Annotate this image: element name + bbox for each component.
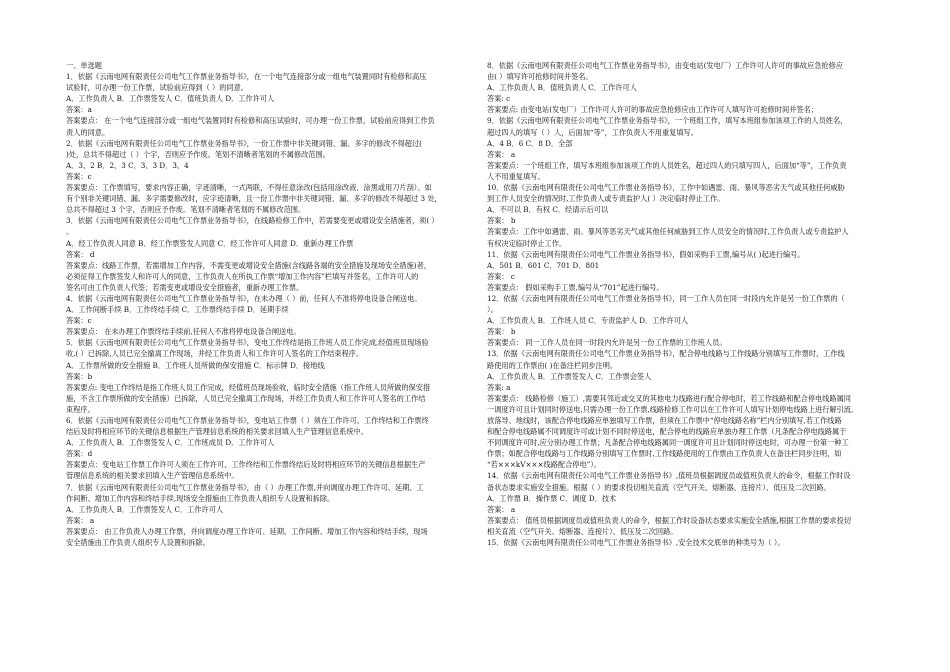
text-line: 答案：c — [66, 171, 92, 181]
text-line: 答案要点： 值班员根据调度员或值班负责人的命令，根据工作时设备状态要求实施安全措施,根据工作票的要求投切 — [487, 515, 851, 525]
text-line: 结后及时将相应环节的关键信息根据生产管理信息系统的相关要求回填入生产管理信息系统中。 — [66, 427, 368, 437]
text-line: 14．依据《云南电网有限责任公司电气工作票业务指导书》,值班员根据调度员或值班负责人的命令，根据工作时设 — [487, 471, 851, 481]
right-column — [487, 60, 892, 548]
text-line: A．工作负责人 B．工作票签发人 C．工作票会签人 — [487, 371, 652, 381]
text-line: 答案要点: 变电工作终结是指工作班人员工作完成，经值班员现场验收，临时安全措施（指工作班人员所做的保安措 — [66, 382, 431, 392]
text-line: 施，不含工作票所做的安全措施）已拆除，人员已完全撤离工作现场，并经工作负责人和工作许可人签名的工作结 — [66, 393, 426, 403]
text-line: 安全措施由工作负责人组织专人设置和拆除。 — [66, 538, 210, 548]
text-line: A．经工作负责人同意 B．经工作票签发人同意 C．经工作许可人同意 D．重新办理工作票 — [66, 238, 354, 248]
text-line: 路使用的工作票由( )在备注栏同步注明。 — [487, 360, 618, 370]
text-line: 答案： a — [66, 515, 95, 525]
text-line: 不同调度许可时,应分别办理工作票；凡条配合停电线路属同一调度许可且计划同时停送电时，可办理一份第一种工 — [487, 438, 849, 448]
text-line: 备状态要求实施安全措施。根据（ ）的要求投切相关直流（空气开关、熔断器、连接片）、低压及二次回路。 — [487, 482, 831, 492]
text-line: 人不用重复填写。 — [487, 171, 545, 181]
text-line: 答案要点：变电站工作票工作许可人须在工作许可、工作终结和工作票终结后及时将相应环节的关键信息根据生产 — [66, 460, 426, 470]
text-line: 作间断、增加工作内容和终结手续,现场安全措施由工作负责人组织专人设置和拆除。 — [66, 493, 335, 503]
text-line: A．工作负责人 B．工作票签发人 C．工作班成员 D．工作许可人 — [66, 438, 275, 448]
text-line: 2．依据《云南电网有限责任公司电气工作票业务指导书》，一份工作票中非关键词错、漏、多字的修改不得超过( — [66, 138, 422, 148]
text-line: 由( ）填写许可抢修时间并签名。 — [487, 72, 593, 82]
text-line: A．501 B．601 C．701 D．801 — [487, 260, 600, 270]
text-line: 答案：a — [66, 105, 92, 115]
text-line: A．4 B．6 C．8 D．全部 — [487, 138, 573, 148]
text-line: 一调度许可且计划同时停送电,只需办理一份工作票,线路检修工作可以在工作许可人填写计划停电线路上进行解引流, — [487, 404, 854, 414]
text-line: 答案要点：工作中如遇雷、雨、暴风等恶劣天气或其他任何威胁到工作人员安全的情况时,工作负责人或专责监护人 — [487, 227, 849, 237]
text-line: A．不可以 B．有权 C．经请示后可以 — [487, 205, 609, 215]
text-line: 必须征得工作票签发人和许可人的同意，工作负责人在所执工作票“增加工作内容”栏填写并签名，工作许可人的 — [66, 271, 419, 281]
text-line: 答案： d — [66, 249, 95, 259]
text-line: 答案要点： 在未办理工作票终结手续前,任何人不准将停电设备合闸送电。 — [66, 327, 301, 337]
text-line: 收,( ）已拆除,人员已完全撤离工作现场，并经工作负责人和工作许可人签名的工作结束程序。 — [66, 349, 364, 359]
text-line: 答案： c — [487, 271, 515, 281]
text-line: ）。 — [487, 305, 498, 315]
text-line: 13．依据《云南电网有限责任公司电气工作票业务指导书》，配合停电线路与工作线路分别填写工作票时，工作线 — [487, 349, 845, 359]
text-line: 相关直流（空气开关、熔断器、连接片）、低压及二次回路。 — [487, 526, 678, 536]
text-line: 答案要点：一个班组工作，填写本班组参加该项工作的人员姓名，超过四人的只填写四人，后面加“等”，工作负责 — [487, 160, 847, 170]
text-line: 和配合停电线路属不同调度许可或计划不同时停送电，配合停电的线路应单独办理工作票（凡条配合停电线路属于 — [487, 427, 847, 437]
text-line: 有个别非关键词错、漏、多字需要修改时，应字迹清晰，且一份工作票中非关键词错、漏、多字的修改不得超过 3 处， — [66, 194, 442, 204]
text-line: 11．依据《云南电网有限责任公司电气工作票业务指导书》，假如采购手工票,编号从( )起进行编号。 — [487, 249, 805, 259]
text-line: 1．依据《云南电网有限责任公司电气工作票业务指导书》，在一个电气连接部分或一组电气装置同时有检修和高压 — [66, 72, 427, 82]
text-line: 12．依据《云南电网有限责任公司电气工作票业务指导书》，同一工作人员在同一时段内允许是另一份工作票的（ — [487, 293, 845, 303]
text-line: A．工作票 B．操作票 C．调度 D．技术 — [487, 493, 617, 503]
text-line: 。 — [66, 227, 74, 237]
text-line: 束程序。 — [66, 404, 95, 414]
text-line: 10．依据《云南电网有限责任公司电气工作票业务指导书》，工作中如遇雷、雨、暴风等恶劣天气或其他任何威胁 — [487, 183, 845, 193]
text-line: 8．依据《云南电网有限责任公司电气工作票业务指导书》，由变电站(发电厂）工作许可人许可的事故应急抢修应 — [487, 61, 843, 70]
text-line: 超过四人的填写（ ）人，后面加“等”，工作负责人不用重复填写。 — [487, 127, 698, 137]
text-line: 9．依据《云南电网有限责任公司电气工作票业务指导书》，一个班组工作，填写本班组参加该项工作的人员姓名， — [487, 116, 848, 126]
text-line: A．工作票所做的安全措施 B．工作班人员所做的保安措施 C．标示牌 D．接地线 — [66, 360, 325, 370]
text-line: 15．依据《云南电网有限责任公司电气工作票业务指导书》,安全技术交底单的种类号为（ ）。 — [487, 538, 785, 548]
text-line: 答案要点： 线路检修（施工）,需要其邻近或交叉的其他电力线路进行配合停电时，若工作线路和配合停电线路属同 — [487, 393, 851, 403]
text-line: A．工作负责人 B．工作票签发人 C．值班负责人 D．工作许可人 — [66, 94, 275, 104]
text-line: 答案: a — [487, 382, 511, 392]
text-line: 管理信息系统的相关要求回填入生产管理信息系统中。 — [66, 471, 239, 481]
text-line: 答案要点：工作票填写，要求内容正确，字迹清晰，一式两联，不得任意涂改(包括用涂改液、涂黑或用刀片刮）。如 — [66, 183, 432, 193]
text-line: 签名可由工作负责人代签；若需变更或增设安全措施者，重新办理工作票。 — [66, 282, 304, 292]
text-line: 到工作人员安全的情况时,工作负责人或专责监护人( ）决定临时停止工作。 — [487, 194, 725, 204]
text-line: 答案： a — [487, 504, 516, 514]
text-line: 答案：d — [66, 449, 93, 459]
text-line: A．工作负责人 B．工作票签发人 C．工作许可人 — [66, 504, 224, 514]
text-line: )处，总共不得超过（ ）个字，否则应予作废。笔划不清晰者笔划的不属修改范围。 — [66, 149, 330, 159]
text-line: 责人的同意。 — [66, 127, 110, 137]
text-line: A．3、2 B．2、3 C．3、3 D．3、4 — [66, 160, 189, 170]
text-line: A．工作负责人 B．值班负责人 C．工作许可人 — [487, 83, 637, 93]
text-line: 答案要点：线路工作票，若需增加工作内容，不需变更或增设安全措施(含线路各端的安全措施及现场安全措施)者， — [66, 260, 431, 270]
text-line: “若×××kV×××线路配合停电”）。 — [487, 460, 602, 470]
text-line: 7．依据《云南电网有限责任公司电气工作票业务指导书》，由（ ）办理工作票,并向调度办理工作许可、延期、工 — [66, 482, 424, 492]
text-line: 试验时，可办理一份工作票，试验前应得到（ ）的同意。 — [66, 83, 248, 93]
text-line: 作票；如配合停电线路与工作线路分别填写工作票时,工作线路使用的工作票由工作负责人在备注栏同步注明，如 — [487, 449, 842, 459]
text-line: 答案要点： 由工作负责人办理工作票，并向调度办理工作许可、延期、工作间断、增加工作内容和终结手续，现场 — [66, 526, 428, 536]
text-line: 6．依据《云南电网有限责任公司电气工作票业务指导书》，变电站工作票（ ）须在工作许可、工作终结和工作票终 — [66, 416, 429, 425]
text-line: 4．依据《云南电网有限责任公司电气工作票业务指导书》，在未办理（ ）前，任何人不准将停电设备合闸送电。 — [66, 293, 422, 303]
text-line: 3．依据《云南电网有限责任公司电气工作票业务指导书》，在线路检修工作中，若需要变更或增设安全措施者，须( ） — [66, 216, 439, 226]
text-line: A．工作间断手续 B．工作终结手续 C．工作票终结手续 D．延期手续 — [66, 305, 289, 315]
text-line: 答案： b — [487, 327, 516, 337]
text-line: 答案：c — [66, 316, 92, 326]
text-line: 有权决定临时停止工作。 — [487, 238, 567, 248]
text-line: 放落导、地线时，该配合停电线路应单独填写工作票，但须在工作票中“停电线路名称”栏内分别填写,若工作线路 — [487, 416, 842, 425]
text-line: 答案要点： 假如采购手工票,编号从“701”起进行编号。 — [487, 282, 664, 292]
text-line: 答案： a — [487, 149, 516, 159]
text-line: 5．依据《云南电网有限责任公司电气工作票业务指导书》，变电工作终结是指工作班人员工作完成,经值班员现场验 — [66, 338, 429, 348]
left-column — [66, 60, 471, 548]
text-line: 答案要点： 在一个电气连接部分或一组电气装置同时有检修和高压试验时，可办理一份工作票，试验前应得到工作负 — [66, 116, 435, 126]
text-line: 答案: c — [487, 94, 511, 104]
text-line: 答案：b — [66, 371, 93, 381]
text-line: A．工作负责人 B．工作班人员 C．专责监护人 D．工作许可人 — [487, 316, 689, 326]
text-line: 答案要点: 由变电站(发电厂）工作许可人许可的事故应急抢修应由工作许可人填写许可抢修时间并签名； — [487, 105, 818, 115]
text-line: 答案： b — [487, 216, 516, 226]
text-line: 答案要点： 同一工作人员在同一时段内允许是另一份工作票的工作班人员。 — [487, 338, 727, 348]
text-line: 总共不得超过 3 个字，否则应予作废。笔划不清晰者笔划的不属修改范围。 — [66, 205, 306, 215]
text-line: 一、单选题 — [66, 61, 102, 70]
